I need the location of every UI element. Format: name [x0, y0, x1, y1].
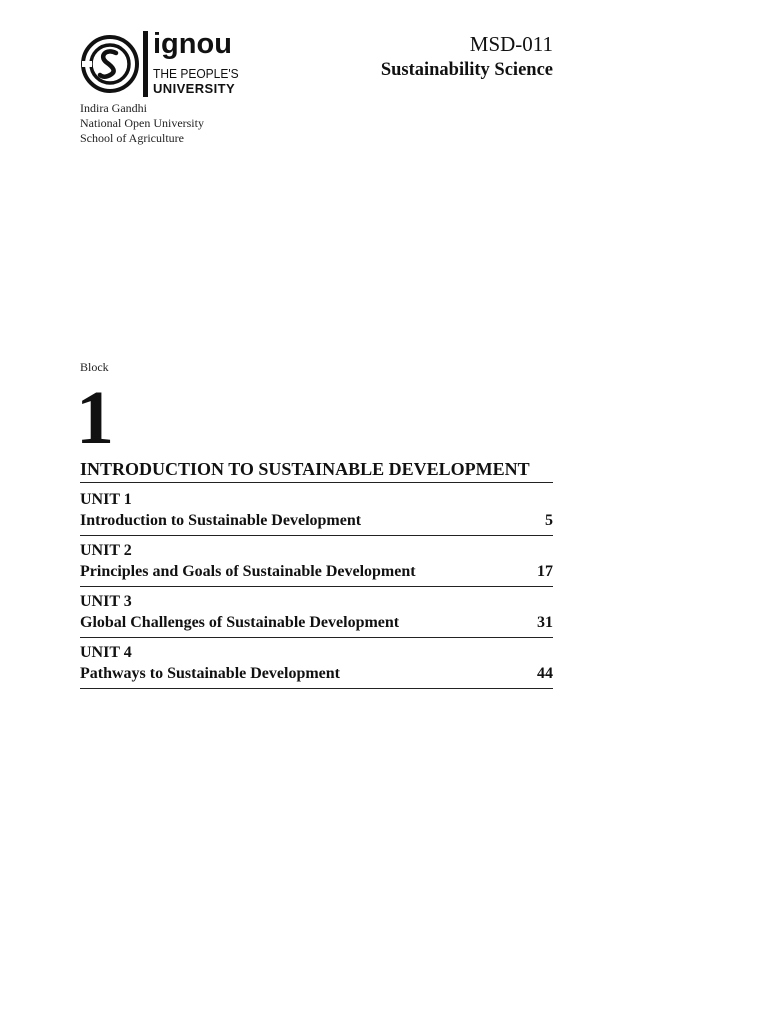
unit-page-number: 5	[545, 512, 553, 529]
unit-page-number: 17	[537, 563, 553, 580]
course-title: Sustainability Science	[380, 60, 553, 80]
unit-page-number: 31	[537, 614, 553, 631]
unit-label: UNIT 2	[80, 542, 132, 559]
unit-title: Global Challenges of Sustainable Development	[80, 614, 400, 631]
unit-label: UNIT 4	[80, 644, 132, 661]
unit-entry	[80, 641, 553, 689]
unit-entry	[80, 590, 553, 638]
institution-line: School of Agriculture	[80, 131, 184, 145]
block-number: 1	[76, 376, 114, 460]
ignou-emblem-icon	[80, 34, 140, 94]
institution-line: Indira Gandhi	[80, 101, 147, 115]
unit-title: Principles and Goals of Sustainable Development	[80, 563, 416, 580]
block-title: INTRODUCTION TO SUSTAINABLE DEVELOPMENT	[80, 459, 530, 479]
unit-entry	[80, 539, 553, 587]
logo-divider	[143, 31, 148, 97]
block-title-divider	[80, 482, 553, 483]
logo-university: UNIVERSITY	[153, 81, 236, 96]
institution-line: National Open University	[80, 116, 204, 130]
unit-entry	[80, 488, 553, 536]
logo-tagline: THE PEOPLE'S	[153, 67, 239, 81]
unit-title: Introduction to Sustainable Development	[80, 512, 362, 529]
unit-label: UNIT 3	[80, 593, 132, 610]
unit-label: UNIT 1	[80, 491, 132, 508]
logo-wordmark: ignou	[153, 28, 232, 60]
course-code: MSD-011	[469, 32, 553, 56]
unit-title: Pathways to Sustainable Development	[80, 665, 341, 682]
block-label: Block	[80, 360, 109, 374]
institution-info	[80, 101, 204, 146]
unit-page-number: 44	[537, 665, 553, 682]
unit-list	[80, 488, 553, 692]
ignou-logo	[80, 28, 250, 97]
